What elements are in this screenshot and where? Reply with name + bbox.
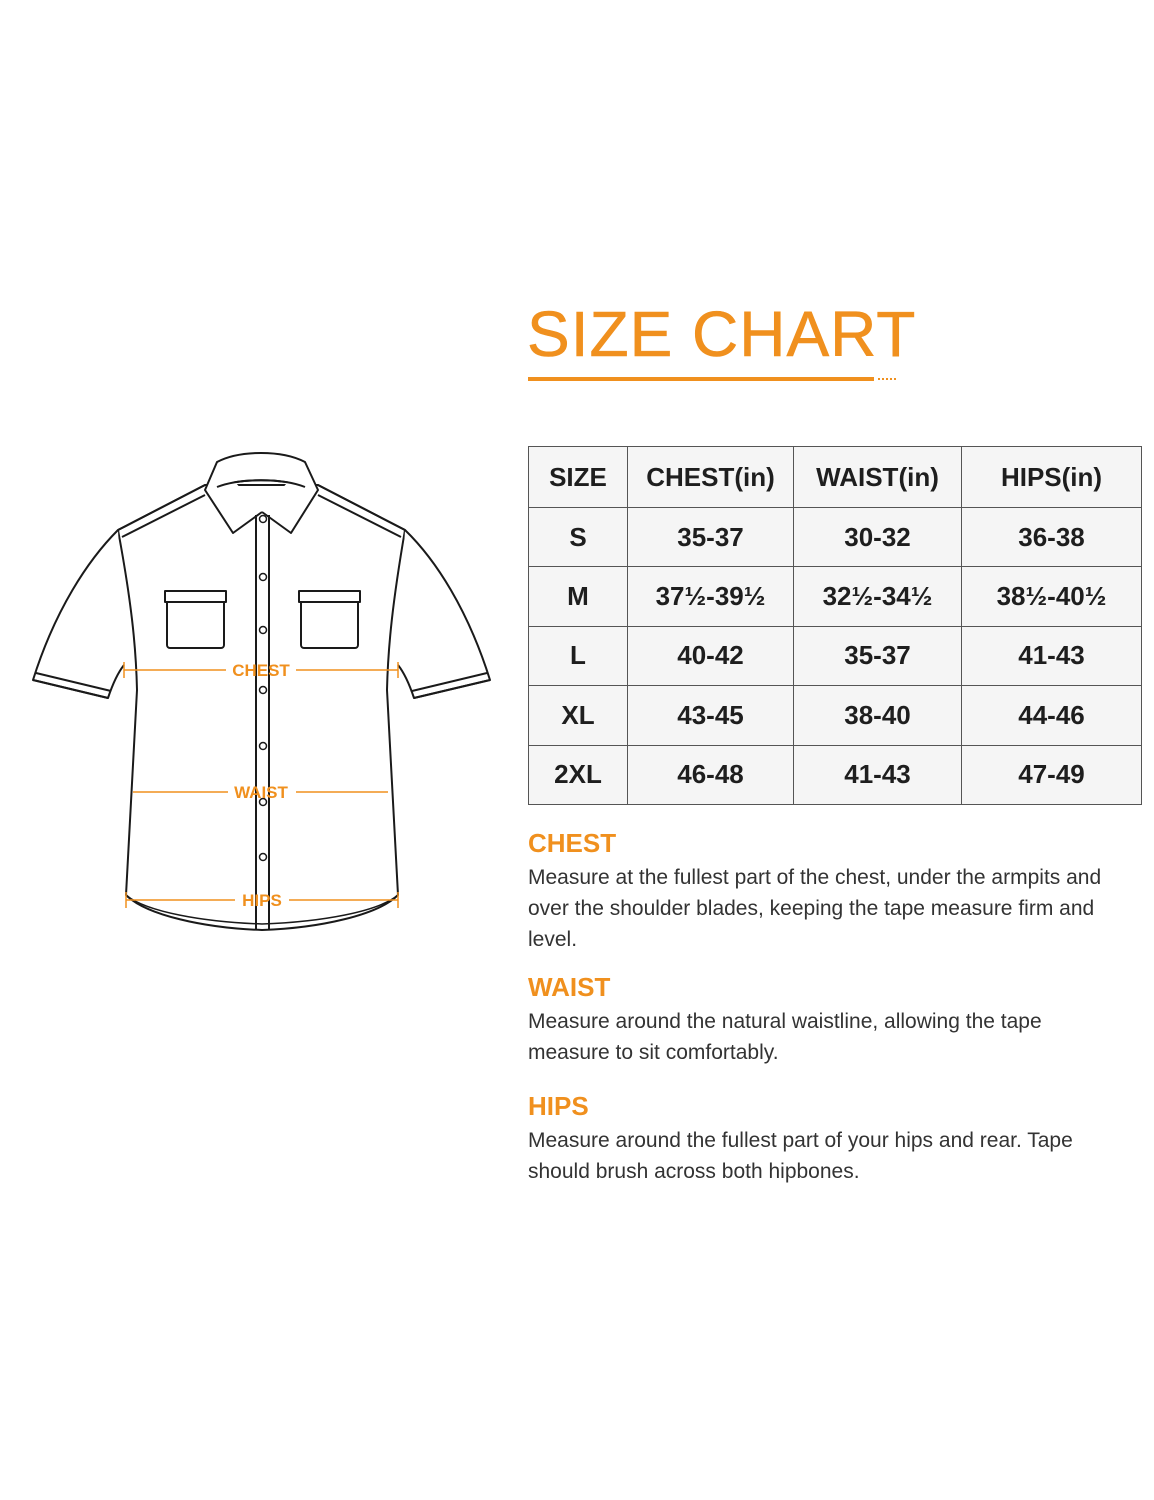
- hips-cell: 36-38: [962, 508, 1142, 567]
- title-underline-dots: [878, 378, 898, 380]
- hips-label: HIPS: [242, 891, 282, 910]
- table-row: [529, 686, 1142, 745]
- waist-cell: 35-37: [794, 626, 962, 685]
- header-size: SIZE: [529, 447, 628, 508]
- waist-cell: 30-32: [794, 508, 962, 567]
- shirt-diagram: [0, 0, 520, 960]
- header-hips: HIPS(in): [962, 447, 1142, 508]
- size-cell: S: [529, 508, 628, 567]
- size-cell: M: [529, 567, 628, 626]
- waist-cell: 38-40: [794, 686, 962, 745]
- waist-cell: 41-43: [794, 745, 962, 804]
- table-row: [529, 508, 1142, 567]
- header-chest: CHEST(in): [628, 447, 794, 508]
- chest-cell: 40-42: [628, 626, 794, 685]
- hips-cell: 47-49: [962, 745, 1142, 804]
- table-row: [529, 745, 1142, 804]
- chest-cell: 43-45: [628, 686, 794, 745]
- hips-instructions: Measure around the fullest part of your hips and rear. Tape should brush across both hipbones.: [528, 1129, 1073, 1183]
- chest-cell: 37½-39½: [628, 567, 794, 626]
- waist-instructions: Measure around the natural waistline, allowing the tape measure to sit comfortably.: [528, 1010, 1042, 1064]
- size-cell: XL: [529, 686, 628, 745]
- table-header-row: [529, 447, 1142, 508]
- table-row: [529, 567, 1142, 626]
- header-waist: WAIST(in): [794, 447, 962, 508]
- waist-heading: WAIST: [528, 972, 611, 1002]
- chest-cell: 46-48: [628, 745, 794, 804]
- size-cell: 2XL: [529, 745, 628, 804]
- chest-instructions: Measure at the fullest part of the chest, under the armpits and over the shoulder blades, keeping the tape measure firm and level.: [528, 866, 1102, 951]
- table-row: [529, 626, 1142, 685]
- size-cell: L: [529, 626, 628, 685]
- title-underline: [528, 377, 874, 381]
- size-table: [528, 446, 1142, 805]
- hips-cell: 38½-40½: [962, 567, 1142, 626]
- hips-heading: HIPS: [528, 1091, 589, 1121]
- waist-cell: 32½-34½: [794, 567, 962, 626]
- page-title: SIZE CHART: [527, 298, 917, 370]
- waist-label: WAIST: [234, 783, 288, 802]
- chest-heading: CHEST: [528, 828, 617, 858]
- chest-cell: 35-37: [628, 508, 794, 567]
- hips-cell: 44-46: [962, 686, 1142, 745]
- chest-label: CHEST: [232, 661, 290, 680]
- hips-cell: 41-43: [962, 626, 1142, 685]
